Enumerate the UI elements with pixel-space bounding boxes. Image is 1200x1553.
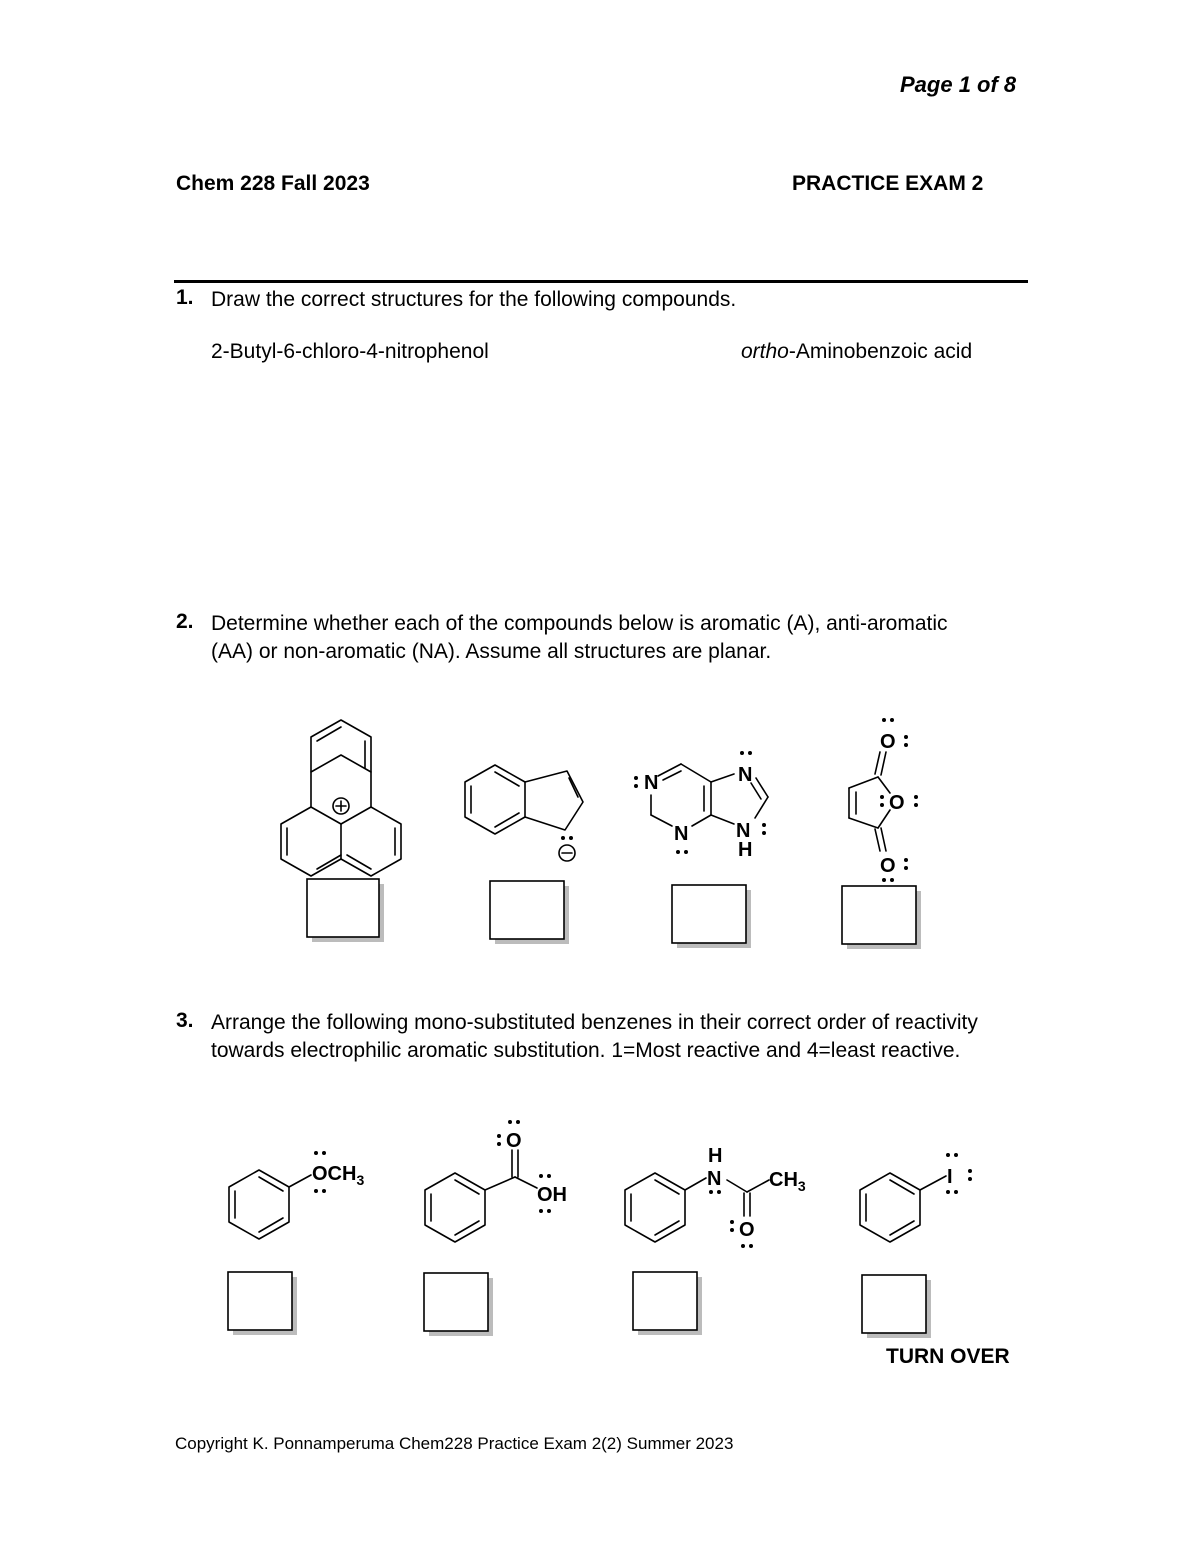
- acetanilide-ch3-label: [769, 1169, 806, 1194]
- benzoic-acid-structure: [425, 1150, 537, 1242]
- anisole-och-text: OCH: [312, 1163, 357, 1185]
- exam-title: PRACTICE EXAM 2: [792, 172, 984, 195]
- q3-answer-box-2[interactable]: [424, 1273, 493, 1336]
- phenalenyl-cation-structure: [281, 720, 401, 876]
- copyright-footer: Copyright K. Ponnamperuma Chem228 Practice Exam 2(2) Summer 2023: [175, 1434, 734, 1453]
- q3-answer-box-1[interactable]: [228, 1272, 297, 1335]
- q1-number: 1.: [176, 286, 194, 309]
- iodine-atom: I: [947, 1166, 953, 1188]
- purine-atom-h: H: [738, 839, 753, 861]
- anhydride-ring-o: O: [889, 792, 905, 814]
- acetanilide-n: N: [707, 1168, 722, 1190]
- anisole-sub3: 3: [356, 1172, 365, 1188]
- anisole-och3-label: [312, 1163, 364, 1188]
- anisole-structure: [229, 1170, 311, 1239]
- purine-atom-n3: N: [674, 823, 689, 845]
- q1-text: Draw the correct structures for the following compounds.: [211, 288, 737, 311]
- acetanilide-sub3: 3: [797, 1178, 806, 1194]
- purine-atom-n7: N: [738, 764, 753, 786]
- q2-answer-box-3[interactable]: [672, 885, 751, 948]
- q3-answer-box-3[interactable]: [633, 1272, 702, 1335]
- course-title: Chem 228 Fall 2023: [176, 172, 370, 195]
- benzoic-carbonyl-o: O: [506, 1130, 522, 1152]
- q2-number: 2.: [176, 610, 194, 633]
- acetanilide-h: H: [708, 1145, 723, 1167]
- purine-atom-n1: N: [644, 772, 659, 794]
- turn-over-label: TURN OVER: [886, 1345, 1010, 1368]
- purine-atom-n9: N: [736, 820, 751, 842]
- q2-answer-box-4[interactable]: [842, 886, 921, 949]
- maleic-anhydride-structure: [849, 752, 890, 851]
- acetanilide-ch-text: CH: [769, 1169, 798, 1191]
- q3-text: Arrange the following mono-substituted benzenes in their correct order of reactivity towards electrophilic aromatic substitution. 1=Most reactive and 4=least reactive.: [211, 1011, 978, 1062]
- lone-pair-dots: [314, 718, 972, 1248]
- iodobenzene-structure: [860, 1173, 946, 1242]
- q3-answer-box-4[interactable]: [862, 1275, 931, 1338]
- q1-compound-b-rest: -Aminobenzoic acid: [788, 340, 973, 363]
- q1-compound-a: 2-Butyl-6-chloro-4-nitrophenol: [211, 340, 489, 363]
- q2-answer-box-1[interactable]: [307, 879, 384, 942]
- indenyl-anion-structure: [465, 765, 583, 861]
- q3-number: 3.: [176, 1009, 194, 1032]
- anhydride-carbonyl-o-top: O: [880, 731, 896, 753]
- acetanilide-carbonyl-o: O: [739, 1219, 755, 1241]
- benzoic-oh: OH: [537, 1184, 567, 1206]
- anhydride-carbonyl-o-bottom: O: [880, 855, 896, 877]
- q2-answer-box-2[interactable]: [490, 881, 569, 944]
- q1-compound-b-prefix: ortho: [741, 340, 789, 363]
- q2-text: Determine whether each of the compounds below is aromatic (A), anti-aromatic (AA) or non-aromatic (NA). Assume all structures are planar.: [211, 612, 948, 663]
- page-number: Page 1 of 8: [900, 72, 1017, 97]
